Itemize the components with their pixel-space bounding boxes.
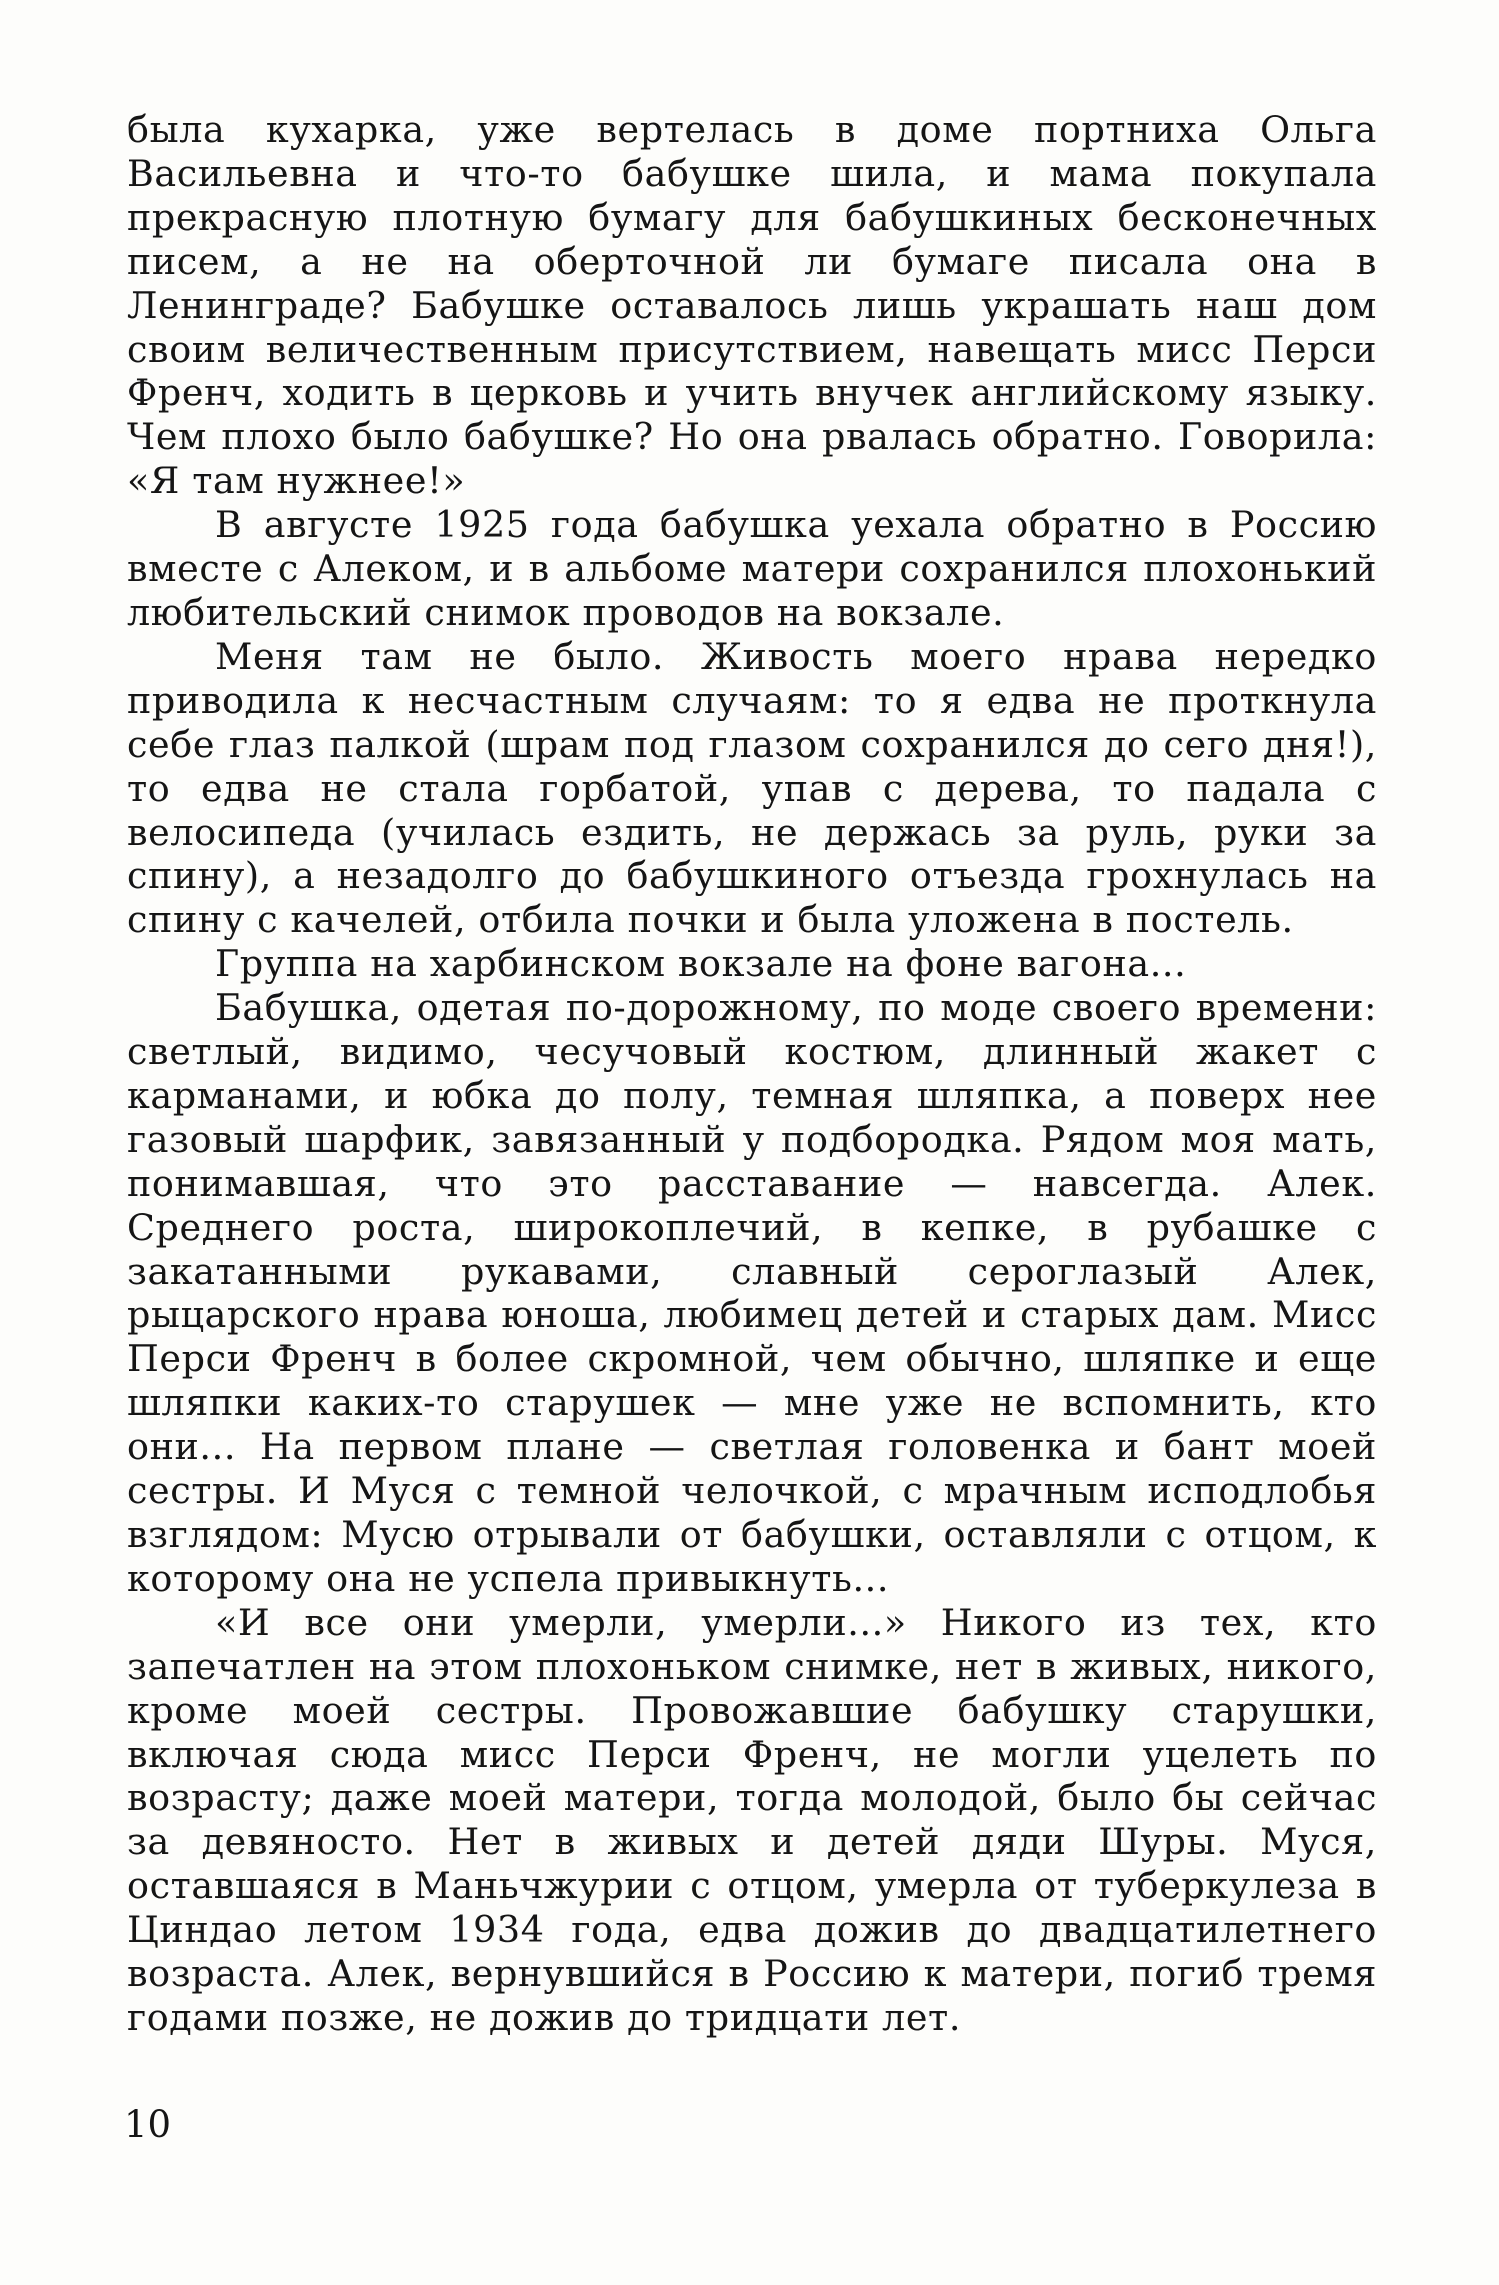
paragraph: «И все они умерли, умерли...» Никого из тех, кто запечатлен на этом плохоньком снимке, нет в живых, никого, кроме моей сестры. Провожавшие бабушку старушки, включая сюда мисс Перси Френч, не могли уцелеть по возрасту; даже моей матери, тогда молодой, было бы сейчас за девяносто. Нет в живых и детей дяди Шуры. Муся, оставшаяся в Маньчжурии с отцом, умерла от туберкулеза в Циндао летом 1934 года, едва дожив до двадцатилетнего возраста. Алек, вернувшийся в Россию к матери, погиб тремя годами позже, не дожив до тридцати лет.: [127, 1600, 1377, 2039]
paragraph: Бабушка, одетая по-дорожному, по моде своего времени: светлый, видимо, чесучовый костюм, длинный жакет с карманами, и юбка до полу, темная шляпка, а поверх нее газовый шарфик, завязанный у подбородка. Рядом моя мать, понимавшая, что это расставание — навсегда. Алек. Среднего роста, широкоплечий, в кепке, в рубашке с закатанными рукавами, славный сероглазый Алек, рыцарского нрава юноша, любимец детей и старых дам. Мисс Перси Френч в более скромной, чем обычно, шляпке и еще шляпки каких-то старушек — мне уже не вспомнить, кто они... На первом плане — светлая головенка и бант моей сестры. И Муся с темной челочкой, с мрачным исподлобья взглядом: Мусю отрывали от бабушки, оставляли с отцом, к которому она не успела привыкнуть...: [127, 986, 1377, 1600]
paragraph: Меня там не было. Живость моего нрава нередко приводила к несчастным случаям: то я едва не проткнула себе глаз палкой (шрам под глазом сохранился до сего дня!), то едва не стала горбатой, упав с дерева, то падала с велосипеда (училась ездить, не держась за руль, руки за спину), а незадолго до бабушкиного отъезда грохнулась на спину с качелей, отбила почки и была уложена в постель.: [127, 634, 1377, 942]
paragraph: была кухарка, уже вертелась в доме портниха Ольга Васильевна и что-то бабушке шила, и мама покупала прекрасную плотную бумагу для бабушкиных бесконечных писем, а не на оберточной ли бумаге писала она в Ленинграде? Бабушке оставалось лишь украшать наш дом своим величественным присутствием, навещать мисс Перси Френч, ходить в церковь и учить внучек английскому языку. Чем плохо было бабушке? Но она рвалась обратно. Говорила: «Я там нужнее!»: [127, 108, 1377, 503]
page-number: 10: [124, 2103, 172, 2146]
paragraph: В августе 1925 года бабушка уехала обратно в Россию вместе с Алеком, и в альбоме матери сохранился плохонький любительский снимок проводов на вокзале.: [127, 503, 1377, 634]
body-text: [127, 108, 1377, 2040]
paragraph: Группа на харбинском вокзале на фоне вагона...: [215, 942, 1187, 986]
